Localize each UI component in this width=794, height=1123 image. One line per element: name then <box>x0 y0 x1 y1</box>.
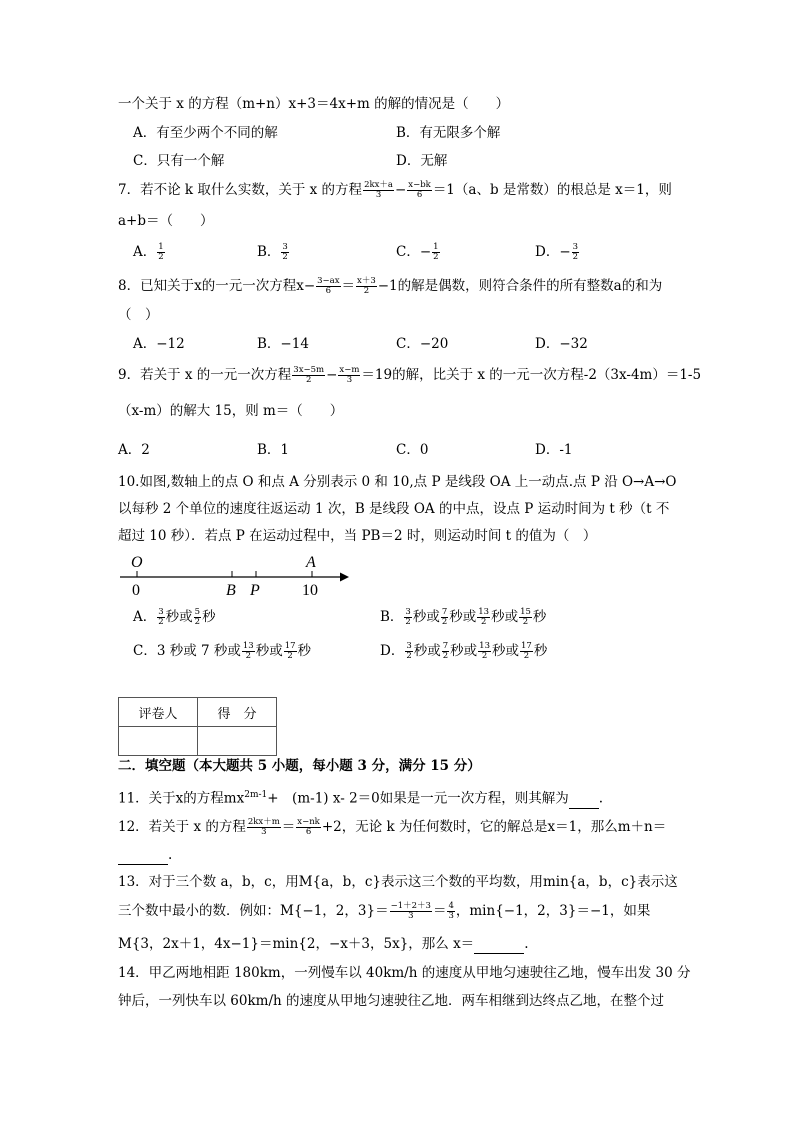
section2-title: 二．填空题（本大题共 5 小题，每小题 3 分，满分 15 分） <box>118 758 481 774</box>
label-b: B <box>226 582 236 599</box>
q14-line1: 14．甲乙两地相距 180km，一列慢车以 40km/h 的速度从甲地匀速驶往乙地，慢车出发 30 分 <box>118 965 691 981</box>
q10-option-c: C．3 秒或 7 秒或 $\frac{13}{2}$ 秒或 $\frac{17}{2}$ 秒 <box>133 641 312 661</box>
q7-line2: a+b＝（ ） <box>118 213 214 229</box>
q8-stem: 8．已知关于x的一元一次方程x− $\frac{3-ax}{6}$ ＝ $\frac{x+3}{2}$ −1的解是偶数，则符合条件的所有整数a的和为 <box>118 276 663 296</box>
q8-fraction-1: $\frac{3-ax}{6}$ <box>317 276 340 296</box>
q10-line2: 以每秒 2 个单位的速度往返运动 1 次，B 是线段 OA 的中点，设点 P 运动时间为 t 秒（t 不 <box>118 501 670 517</box>
q7-suffix: ＝1（a、b 是常数）的根总是 x＝1，则 <box>432 182 672 198</box>
q9-fraction-2: $\frac{x-m}{3}$ <box>339 365 360 385</box>
q10-option-a: A． $\frac{3}{2}$ 秒或 $\frac{5}{2}$ 秒 <box>133 607 216 627</box>
q11-answer-blank[interactable] <box>569 790 599 809</box>
score-table <box>118 697 277 756</box>
q7-fraction-1: $\frac{2kx+a}{3}$ <box>364 180 393 200</box>
q6-option-b: B．有无限多个解 <box>396 125 501 141</box>
q13-fraction-2: $\frac{4}{3}$ <box>448 901 454 921</box>
q8-option-d: D．−32 <box>535 336 588 352</box>
q12-stem: 12．若关于 x 的方程 $\frac{2kx+m}{3}$ ＝ $\frac{x-nk}{6}$ +2，无论 k 为任何数时，它的解总是x＝1，那么m＋n＝ <box>118 817 667 837</box>
q12-line2: . <box>118 846 172 865</box>
q12-fraction-2: $\frac{x-nk}{6}$ <box>297 817 320 837</box>
q9-fraction-1: $\frac{3x-5m}{2}$ <box>293 365 325 385</box>
q9-option-b: B．1 <box>257 442 290 458</box>
q10-line3: 超过 10 秒）．若点 P 在运动过程中，当 PB＝2 时，则运动时间 t 的值为（ ） <box>118 528 597 544</box>
q7-prefix: 7．若不论 k 取什么实数，关于 x 的方程 <box>118 182 363 198</box>
q7-option-d: D．− $\frac{3}{2}$ <box>535 242 579 262</box>
q7-fraction-2: $\frac{x-bk}{6}$ <box>408 180 431 200</box>
q8-option-c: C．−20 <box>396 336 449 352</box>
score-table-score-header: 得 分 <box>198 698 277 727</box>
q13-line2: 三个数中最小的数．例如：M{−1，2，3}＝ $\frac{-1+2+3}{3}$ ＝ $\frac{4}{3}$ ，min{−1，2，3}＝−1，如果 <box>118 901 651 921</box>
q9-option-c: C．0 <box>396 442 429 458</box>
q9-option-a: A．2 <box>118 442 150 458</box>
label-p: P <box>250 582 260 599</box>
q7-option-a: A． $\frac{1}{2}$ <box>133 242 164 262</box>
arrow-head-icon <box>340 573 349 582</box>
score-table-grader-header: 评卷人 <box>119 698 198 727</box>
q10-option-b: B． $\frac{3}{2}$ 秒或 $\frac{7}{2}$ 秒或 $\frac{13}{2}$ 秒或 $\frac{15}{2}$ 秒 <box>380 607 547 627</box>
q9-stem: 9．若关于 x 的一元一次方程 $\frac{3x-5m}{2}$ − $\frac{x-m}{3}$ ＝19的解，比关于 x 的一元一次方程-2（3x-4m）＝1-5 <box>118 365 702 385</box>
label-o: O <box>131 554 143 571</box>
q8-fraction-2: $\frac{x+3}{2}$ <box>357 276 376 296</box>
q7-stem: 7．若不论 k 取什么实数，关于 x 的方程 $\frac{2kx+a}{3}$ − $\frac{x-bk}{6}$ ＝1（a、b 是常数）的根总是 x＝1，则 <box>118 180 672 200</box>
score-table-grader-cell <box>119 727 198 756</box>
q7-option-c: C．− $\frac{1}{2}$ <box>396 242 439 262</box>
q13-line3: M{3，2x＋1，4x−1}＝min{2，−x＋3，5x}，那么 x＝ . <box>118 936 529 952</box>
q13-fraction-1: $\frac{-1+2+3}{3}$ <box>390 901 431 921</box>
q12-fraction-1: $\frac{2kx+m}{3}$ <box>247 817 280 837</box>
q10-option-d: D． $\frac{3}{2}$ 秒或 $\frac{7}{2}$ 秒或 $\frac{13}{2}$ 秒或 $\frac{17}{2}$ 秒 <box>380 641 548 661</box>
q8-line2: （ ） <box>118 307 159 323</box>
q8-option-b: B．−14 <box>257 336 309 352</box>
number-line-figure <box>118 550 358 600</box>
q9-option-d: D．-1 <box>535 442 573 458</box>
label-10: 10 <box>302 582 318 599</box>
q6-stem: 一个关于 x 的方程（m+n）x+3＝4x+m 的解的情况是（ ） <box>118 96 510 112</box>
q8-option-a: A．−12 <box>133 336 185 352</box>
label-a: A <box>306 554 316 571</box>
q14-line2: 钟后，一列快车以 60km/h 的速度从甲地匀速驶往乙地．两车相继到达终点乙地，在整个过 <box>118 993 664 1009</box>
q13-line1: 13．对于三个数 a，b，c，用M{a，b，c}表示这三个数的平均数，用min{a，b，c}表示这 <box>118 874 678 890</box>
q10-line1: 10.如图,数轴上的点 O 和点 A 分别表示 0 和 10,点 P 是线段 OA 上一动点.点 P 沿 O→A→O <box>118 474 677 490</box>
q7-option-b: B． $\frac{3}{2}$ <box>257 242 288 262</box>
score-table-score-cell <box>198 727 277 756</box>
q11-stem: 11．关于x的方程$mx^{2m-1}+$ (m-1) x- 2＝0如果是一元一次方程，则其解为 . <box>118 790 604 807</box>
q6-option-a: A．有至少两个不同的解 <box>133 125 278 141</box>
q13-answer-blank[interactable] <box>474 935 524 954</box>
label-0: 0 <box>132 582 140 599</box>
q9-line2: （x-m）的解大 15，则 m＝（ ） <box>118 403 344 419</box>
q6-option-c: C．只有一个解 <box>133 153 225 169</box>
q12-answer-blank[interactable] <box>118 846 168 865</box>
q6-option-d: D．无解 <box>396 153 448 169</box>
